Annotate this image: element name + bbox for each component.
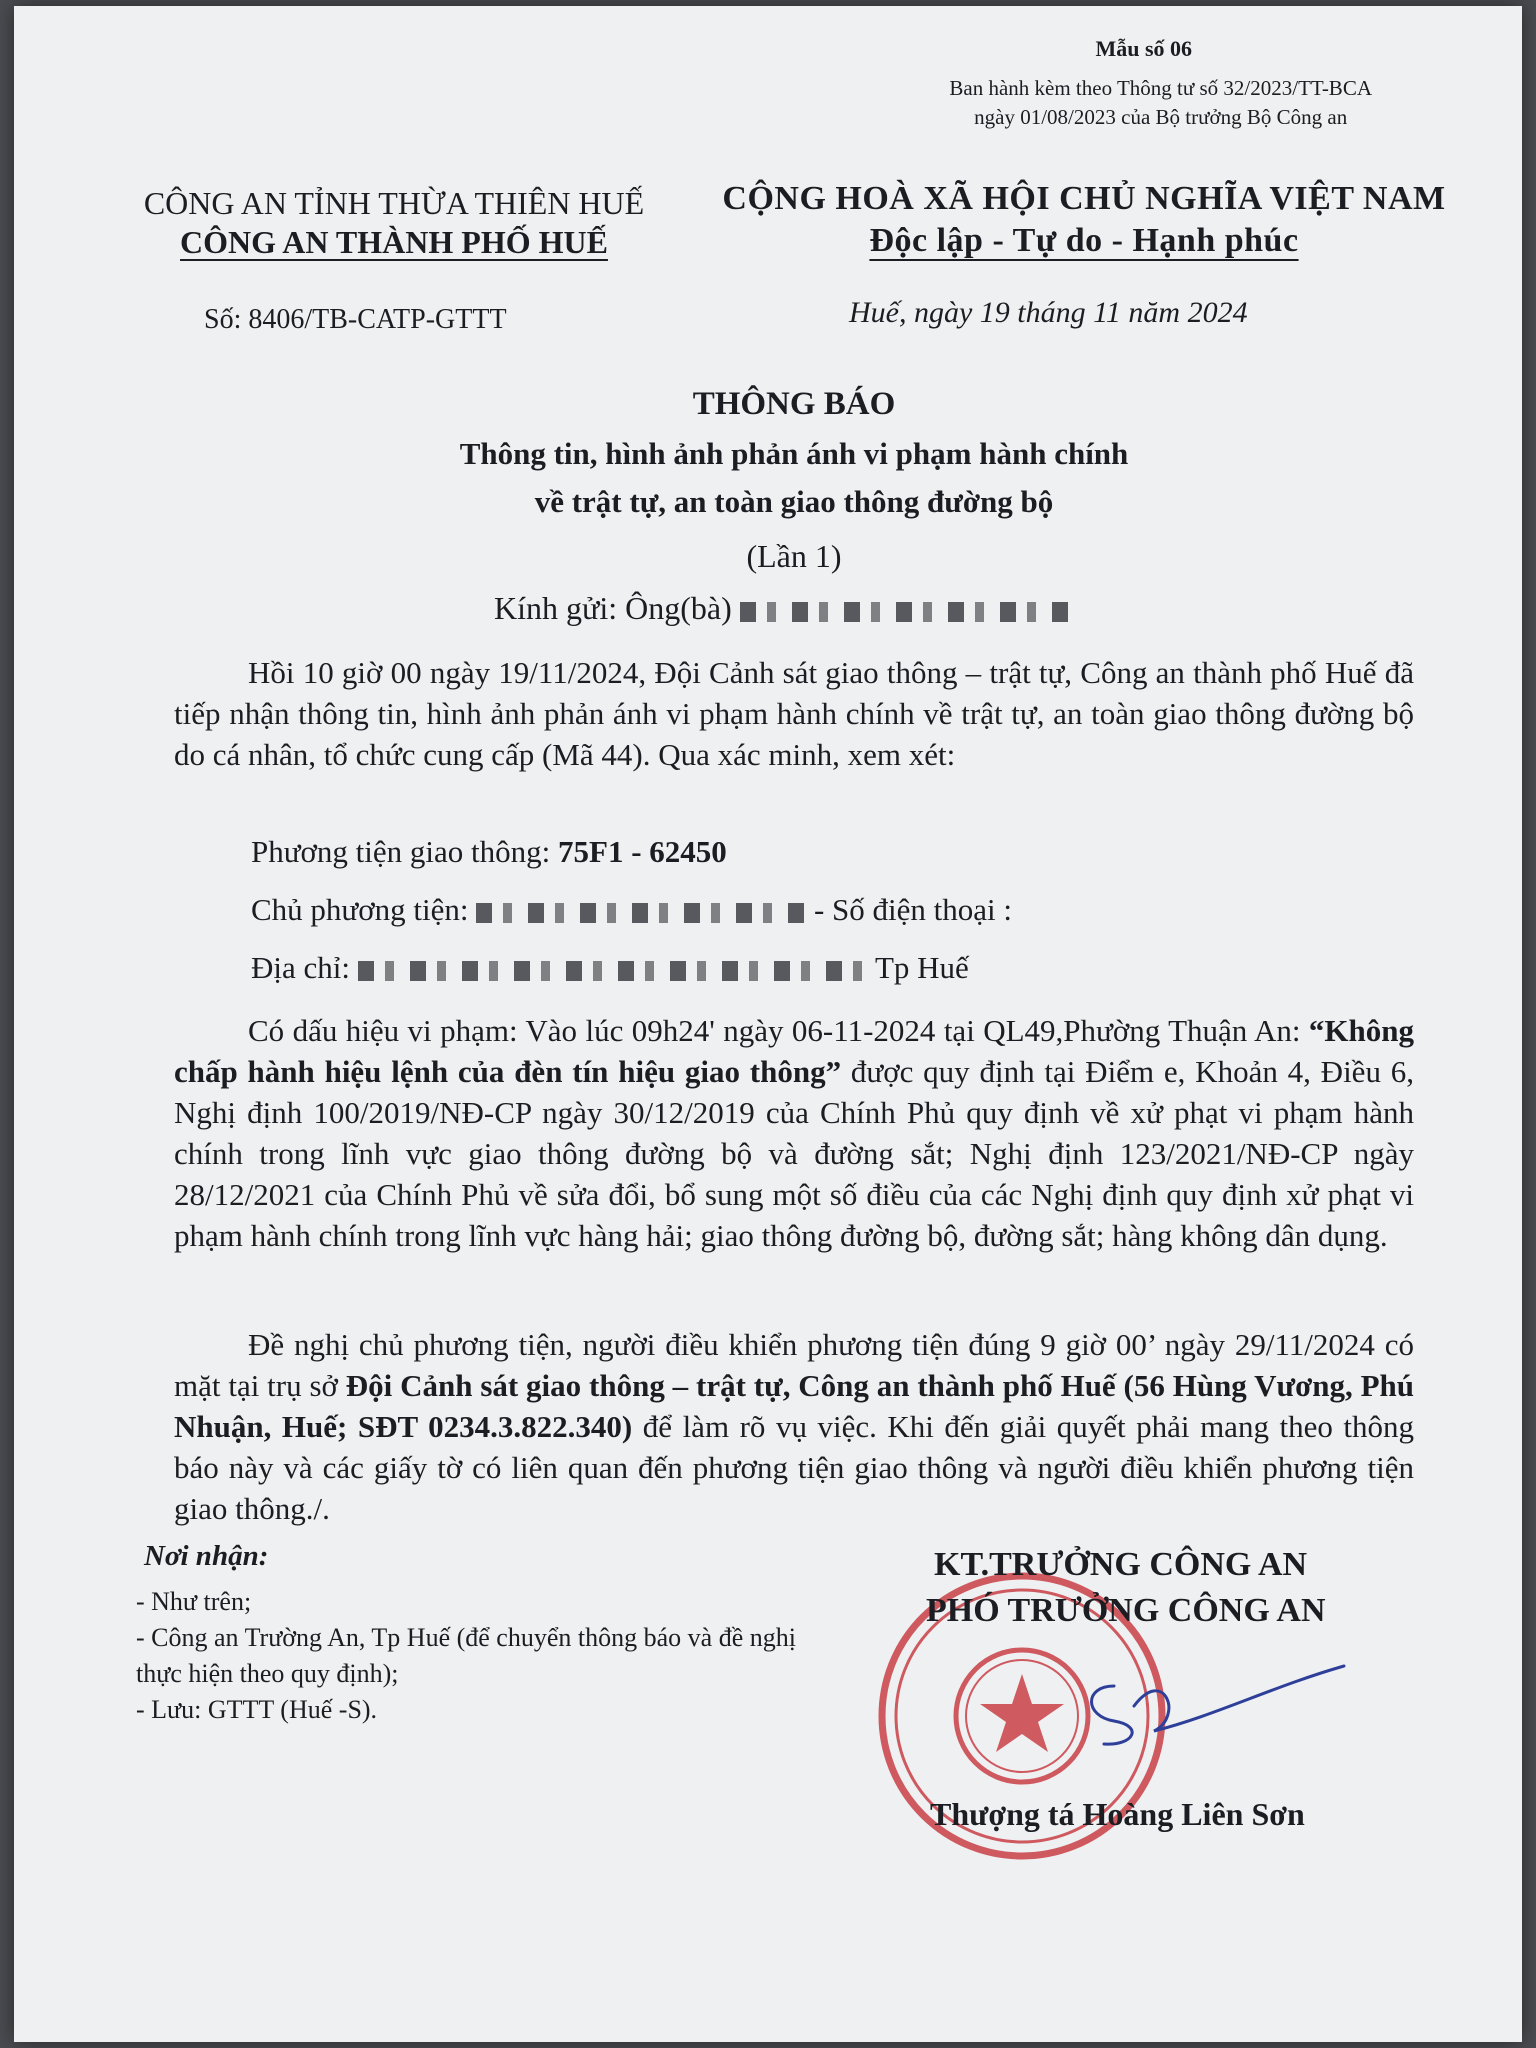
recipient-item: - Lưu: GTTT (Huế -S). [136, 1695, 378, 1724]
redacted-name [740, 602, 1070, 622]
paragraph-violation [174, 1010, 1414, 1256]
document-subtitle-1: Thông tin, hình ảnh phản ánh vi phạm hành chính [459, 436, 1129, 471]
form-reference [949, 74, 1372, 132]
redacted-address [358, 961, 868, 981]
vehicle-label: Phương tiện giao thông: [251, 834, 551, 869]
violation-legal-basis: được quy định tại Điểm e, Khoản 4, Điều 6, Nghị định 100/2019/NĐ-CP ngày 30/12/2019 của Chính Phủ quy định về xử phạt vi phạm hành chính trong lĩnh vực giao thông đường bộ và đường sắt; Nghị định 123/2021/NĐ-CP ngày 28/12/2021 của Chính Phủ về sửa đổi, bổ sung một số điều của các Nghị định quy định xử phạt vi phạm hành chính trong lĩnh vực hàng hải; giao thông đường bộ, đường sắt; hàng không dân dụng. [174, 1054, 1414, 1253]
recipient-item: - Công an Trường An, Tp Huế (để chuyển thông báo và đề nghị thực hiện theo quy định); [136, 1623, 796, 1688]
vehicle-plate: 75F1 - 62450 [558, 834, 727, 869]
signer-name: Thượng tá Hoàng Liên Sơn [930, 1796, 1305, 1832]
office-address: Đội Cảnh sát giao thông – trật tự, Công an thành phố Huế (56 Hùng Vương, Phú Nhuận, Huế; SĐT 0234.3.822.340) [174, 1368, 1415, 1444]
document-subtitle-2: về trật tự, an toàn giao thông đường bộ [534, 484, 1054, 519]
paragraph-intro: Hồi 10 giờ 00 ngày 19/11/2024, Đội Cảnh sát giao thông – trật tự, Công an thành phố Huế đã tiếp nhận thông tin, hình ảnh phản ánh vi phạm hành chính về trật tự, an toàn giao thông đường bộ do cá nhân, tổ chức cung cấp (Mã 44). Qua xác minh, xem xét: [174, 655, 1414, 772]
violation-description: “Không chấp hành hiệu lệnh của đèn tín hiệu giao thông” [174, 1013, 1414, 1089]
address-line [251, 950, 969, 986]
owner-label: Chủ phương tiện: [251, 892, 469, 927]
request-details: để làm rõ vụ việc. Khi đến giải quyết phải mang theo thông báo này và các giấy tờ có liên quan đến phương tiện giao thông và người điều khiển phương tiện giao thông./. [174, 1409, 1414, 1526]
document-title: THÔNG BÁO [692, 386, 896, 422]
issuing-agency [114, 184, 674, 262]
document-date: Huế, ngày 19 tháng 11 năm 2024 [849, 296, 1248, 329]
redacted-owner [476, 903, 806, 923]
address-suffix: Tp Huế [874, 950, 969, 985]
form-number: Mẫu số 06 [1095, 36, 1192, 61]
recipients-heading: Nơi nhận: [144, 1540, 269, 1572]
signature-title-1: KT.TRƯỞNG CÔNG AN [934, 1546, 1308, 1583]
nation-name: CỘNG HOÀ XÃ HỘI CHỦ NGHĨA VIỆT NAM [722, 180, 1446, 217]
handwritten-signature [1074, 1646, 1354, 1756]
form-reference-line-2: ngày 01/08/2023 của Bộ trưởng Bộ Công an [974, 105, 1348, 129]
agency-name: CÔNG AN THÀNH PHỐ HUẾ [180, 224, 608, 260]
recipient-item: - Như trên; [136, 1587, 252, 1616]
form-reference-line-1: Ban hành kèm theo Thông tư số 32/2023/TT-BCA [949, 76, 1372, 100]
recipients-list [136, 1584, 816, 1728]
document-page [14, 6, 1522, 2042]
phone-label: - Số điện thoại : [813, 892, 1013, 927]
national-heading [704, 178, 1464, 262]
address-label: Địa chỉ: [251, 950, 350, 985]
recipient-line [494, 590, 1070, 627]
vehicle-line [251, 834, 727, 870]
owner-line [251, 892, 1012, 928]
request-intro: Đề nghị chủ phương tiện, người điều khiển phương tiện đúng 9 giờ 00’ ngày 29/11/2024 có mặt tại trụ sở [174, 1327, 1414, 1403]
document-number: Số: 8406/TB-CATP-GTTT [204, 304, 507, 335]
paragraph-request [174, 1324, 1414, 1529]
notice-times: (Lần 1) [746, 538, 842, 574]
agency-parent: CÔNG AN TỈNH THỪA THIÊN HUẾ [143, 185, 645, 221]
recipient-label: Kính gửi: Ông(bà) [494, 590, 732, 626]
violation-intro: Có dấu hiệu vi phạm: Vào lúc 09h24' ngày 06-11-2024 tại QL49,Phường Thuận An: [248, 1013, 1309, 1048]
signature-title-2: PHÓ TRƯỞNG CÔNG AN [926, 1592, 1326, 1629]
national-motto: Độc lập - Tự do - Hạnh phúc [869, 222, 1299, 259]
